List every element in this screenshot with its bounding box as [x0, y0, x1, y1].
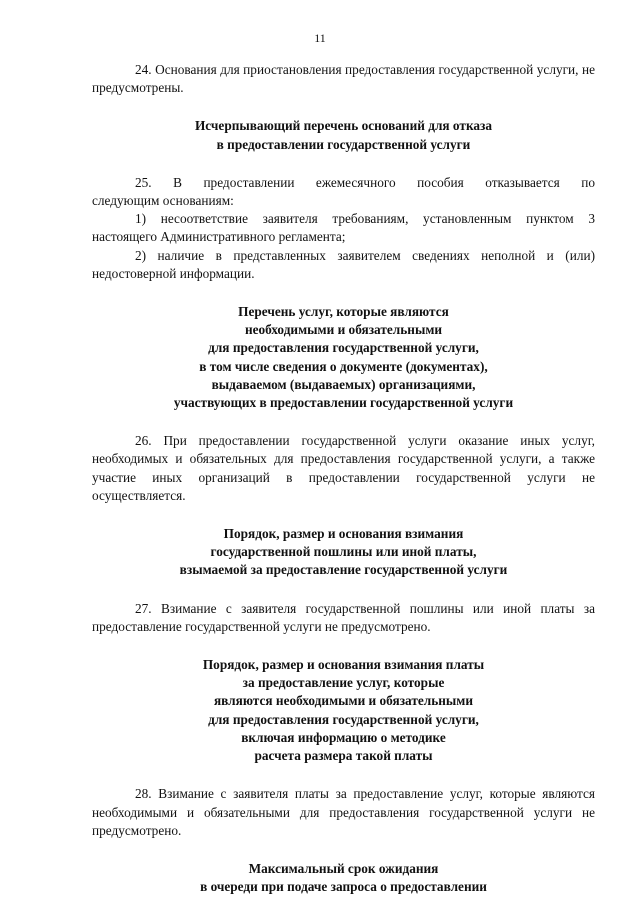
heading-line: являются необходимыми и обязательными: [213, 693, 474, 709]
heading-line: для предоставления государственной услуги,: [208, 711, 479, 727]
heading-line: за предоставление услуг, которые: [242, 675, 445, 691]
paragraph-25-item-2: 2) наличие в представленных заявителем сведениях неполной и (или) недостоверной информации.: [92, 247, 595, 281]
heading-line: необходимыми и обязательными: [244, 322, 443, 338]
heading-line: в предоставлении государственной услуги: [216, 136, 471, 152]
heading-line: Максимальный срок ожидания: [248, 860, 439, 876]
heading-line: расчета размера такой платы: [254, 748, 433, 764]
paragraph-25-item-1: 1) несоответствие заявителя требованиям, установленным пунктом 3 настоящего Административного регламента;: [92, 211, 595, 245]
heading-refusal-grounds: [92, 117, 595, 153]
heading-line: взымаемой за предоставление государственной услуги: [179, 562, 508, 578]
document-body: [92, 61, 595, 896]
heading-fee-procedure: [92, 656, 595, 765]
heading-line: в том числе сведения о документе (документах),: [199, 358, 488, 374]
page-number: 11: [314, 31, 326, 45]
heading-line: Порядок, размер и основания взимания: [223, 526, 464, 542]
heading-line: выдаваемом (выдаваемых) организациями,: [211, 376, 476, 392]
heading-line: Исчерпывающий перечень оснований для отказа: [194, 118, 493, 134]
heading-line: включая информацию о методике: [241, 729, 446, 745]
heading-line: Порядок, размер и основания взимания платы: [202, 657, 485, 673]
heading-required-services: [92, 303, 595, 412]
heading-state-duty: [92, 525, 595, 580]
heading-line: в очереди при подаче запроса о предоставлении: [200, 879, 487, 895]
paragraph-25-first-line: 25. В предоставлении ежемесячного пособия отказывается по: [135, 174, 595, 190]
heading-line: Перечень услуг, которые являются: [238, 304, 449, 320]
paragraph-24: 24. Основания для приостановления предоставления государственной услуги, не предусмотрены.: [92, 62, 595, 96]
heading-line: государственной пошлины или иной платы,: [210, 544, 477, 560]
heading-waiting-time: [92, 860, 595, 896]
paragraph-28: 28. Взимание с заявителя платы за предоставление услуг, которые являются необходимыми и обязательными для предоставления государственной услуги не предусмотрено.: [92, 786, 595, 838]
paragraph-26: 26. При предоставлении государственной услуги оказание иных услуг, необходимых и обязательных для предоставления государственной услуги, а также участие иных организаций в предоставлении государственной услуги не осуществляется.: [92, 433, 595, 503]
paragraph-25-rest: следующим основаниям:: [92, 193, 234, 209]
paragraph-27: 27. Взимание с заявителя государственной пошлины или иной платы за предоставление государственной услуги не предусмотрено.: [92, 600, 595, 634]
heading-line: для предоставления государственной услуги,: [208, 340, 479, 356]
heading-line: участвующих в предоставлении государственной услуги: [173, 395, 514, 411]
